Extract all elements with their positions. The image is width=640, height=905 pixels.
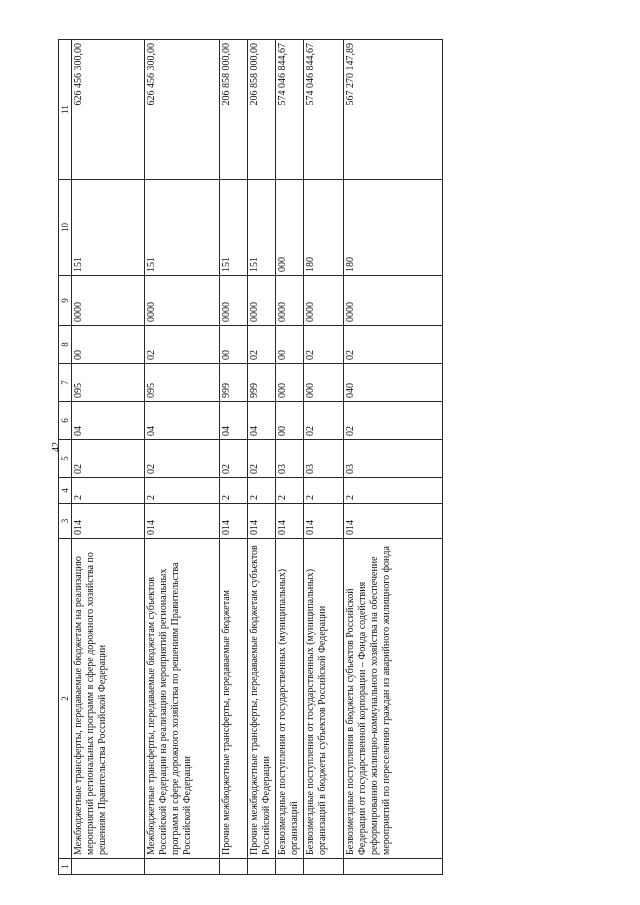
- table-row: [220, 40, 248, 875]
- row-code-cell: 02: [304, 402, 344, 440]
- row-code-cell: 02: [220, 440, 248, 478]
- row-index-cell: [145, 859, 220, 875]
- row-code-cell: 2: [145, 478, 220, 504]
- row-name-cell: Безвозмездные поступления от государственных (муниципальных) организаций в бюджеты субъектов Российской Федерации: [304, 539, 344, 859]
- row-code-cell: 03: [276, 440, 304, 478]
- table-row: [145, 40, 220, 875]
- row-code-cell: 04: [72, 402, 145, 440]
- row-code-cell: 000: [276, 364, 304, 402]
- header-cell-6: 6: [59, 402, 72, 440]
- row-code-cell: 095: [145, 364, 220, 402]
- row-name-cell: Безвозмездные поступления от государственных (муниципальных) организаций: [276, 539, 304, 859]
- row-amount-cell: 567 270 147,89: [344, 40, 443, 180]
- row-code-cell: 04: [248, 402, 276, 440]
- row-code-cell: 02: [344, 402, 443, 440]
- header-cell-7: 7: [59, 364, 72, 402]
- row-index-cell: [304, 859, 344, 875]
- header-cell-3: 3: [59, 504, 72, 539]
- budget-table: [58, 39, 443, 875]
- row-code-cell: 151: [72, 180, 145, 276]
- row-code-cell: 2: [344, 478, 443, 504]
- row-index-cell: [344, 859, 443, 875]
- row-code-cell: 999: [248, 364, 276, 402]
- row-code-cell: 02: [344, 326, 443, 364]
- table-row: [276, 40, 304, 875]
- table-row: [248, 40, 276, 875]
- row-code-cell: 04: [145, 402, 220, 440]
- row-code-cell: 00: [276, 326, 304, 364]
- row-code-cell: 2: [304, 478, 344, 504]
- header-cell-9: 9: [59, 276, 72, 326]
- row-code-cell: 0000: [276, 276, 304, 326]
- row-index-cell: [276, 859, 304, 875]
- header-cell-11: 11: [59, 40, 72, 180]
- row-index-cell: [72, 859, 145, 875]
- row-code-cell: 0000: [145, 276, 220, 326]
- row-code-cell: 00: [220, 326, 248, 364]
- header-cell-1: 1: [59, 859, 72, 875]
- row-code-cell: 180: [304, 180, 344, 276]
- row-name-cell: Прочие межбюджетные трансферты, передаваемые бюджетам субъектов Российской Федерации: [248, 539, 276, 859]
- row-code-cell: 02: [145, 326, 220, 364]
- row-code-cell: 00: [72, 326, 145, 364]
- row-code-cell: 014: [304, 504, 344, 539]
- row-name-cell: Межбюджетные трансферты, передаваемые бюджетам субъектов Российской Федерации на реализацию мероприятий региональных программ в сфере дорожного хозяйства по решениям Правительства Российской Федерации: [145, 539, 220, 859]
- row-code-cell: 000: [276, 180, 304, 276]
- table-row: [72, 40, 145, 875]
- page-number: 42: [51, 442, 62, 452]
- row-code-cell: 04: [220, 402, 248, 440]
- row-code-cell: 0000: [248, 276, 276, 326]
- row-amount-cell: 206 858 000,00: [220, 40, 248, 180]
- header-cell-5: 5: [59, 440, 72, 478]
- row-amount-cell: 574 046 844,67: [276, 40, 304, 180]
- row-code-cell: 0000: [304, 276, 344, 326]
- row-code-cell: 02: [304, 326, 344, 364]
- row-code-cell: 02: [72, 440, 145, 478]
- row-code-cell: 014: [276, 504, 304, 539]
- row-name-cell: Межбюджетные трансферты, передаваемые бюджетам на реализацию мероприятий региональных программ в сфере дорожного хозяйства по решениям Правительства Российской Федерации: [72, 539, 145, 859]
- row-name-cell: Прочие межбюджетные трансферты, передаваемые бюджетам: [220, 539, 248, 859]
- row-code-cell: 0000: [72, 276, 145, 326]
- header-cell-2: 2: [59, 539, 72, 859]
- header-cell-4: 4: [59, 478, 72, 504]
- row-name-cell: Безвозмездные поступления в бюджеты субъектов Российской Федерации от государственной корпорации – Фонда содействия реформированию жилищно-коммунального хозяйства на обеспечение мероприятий по переселению граждан из аварийного жилищного фонда: [344, 539, 443, 859]
- row-amount-cell: 206 858 000,00: [248, 40, 276, 180]
- table-row: [304, 40, 344, 875]
- row-index-cell: [248, 859, 276, 875]
- row-code-cell: 014: [344, 504, 443, 539]
- header-row: [59, 40, 72, 875]
- row-code-cell: 2: [248, 478, 276, 504]
- row-code-cell: 014: [248, 504, 276, 539]
- row-amount-cell: 626 456 300,00: [72, 40, 145, 180]
- row-code-cell: 2: [276, 478, 304, 504]
- row-code-cell: 2: [220, 478, 248, 504]
- row-index-cell: [220, 859, 248, 875]
- row-code-cell: 151: [220, 180, 248, 276]
- row-code-cell: 02: [248, 440, 276, 478]
- row-code-cell: 014: [145, 504, 220, 539]
- row-code-cell: 0000: [344, 276, 443, 326]
- row-amount-cell: 574 046 844,67: [304, 40, 344, 180]
- row-code-cell: 2: [72, 478, 145, 504]
- row-code-cell: 999: [220, 364, 248, 402]
- row-code-cell: 014: [220, 504, 248, 539]
- header-cell-10: 10: [59, 180, 72, 276]
- row-code-cell: 040: [344, 364, 443, 402]
- row-code-cell: 151: [248, 180, 276, 276]
- row-code-cell: 0000: [220, 276, 248, 326]
- row-code-cell: 014: [72, 504, 145, 539]
- table-row: [344, 40, 443, 875]
- row-code-cell: 02: [145, 440, 220, 478]
- row-code-cell: 151: [145, 180, 220, 276]
- row-code-cell: 180: [344, 180, 443, 276]
- row-code-cell: 095: [72, 364, 145, 402]
- rotated-table-container: [58, 40, 580, 875]
- row-amount-cell: 626 456 300,00: [145, 40, 220, 180]
- row-code-cell: 000: [304, 364, 344, 402]
- row-code-cell: 00: [276, 402, 304, 440]
- row-code-cell: 03: [304, 440, 344, 478]
- row-code-cell: 03: [344, 440, 443, 478]
- row-code-cell: 02: [248, 326, 276, 364]
- header-cell-8: 8: [59, 326, 72, 364]
